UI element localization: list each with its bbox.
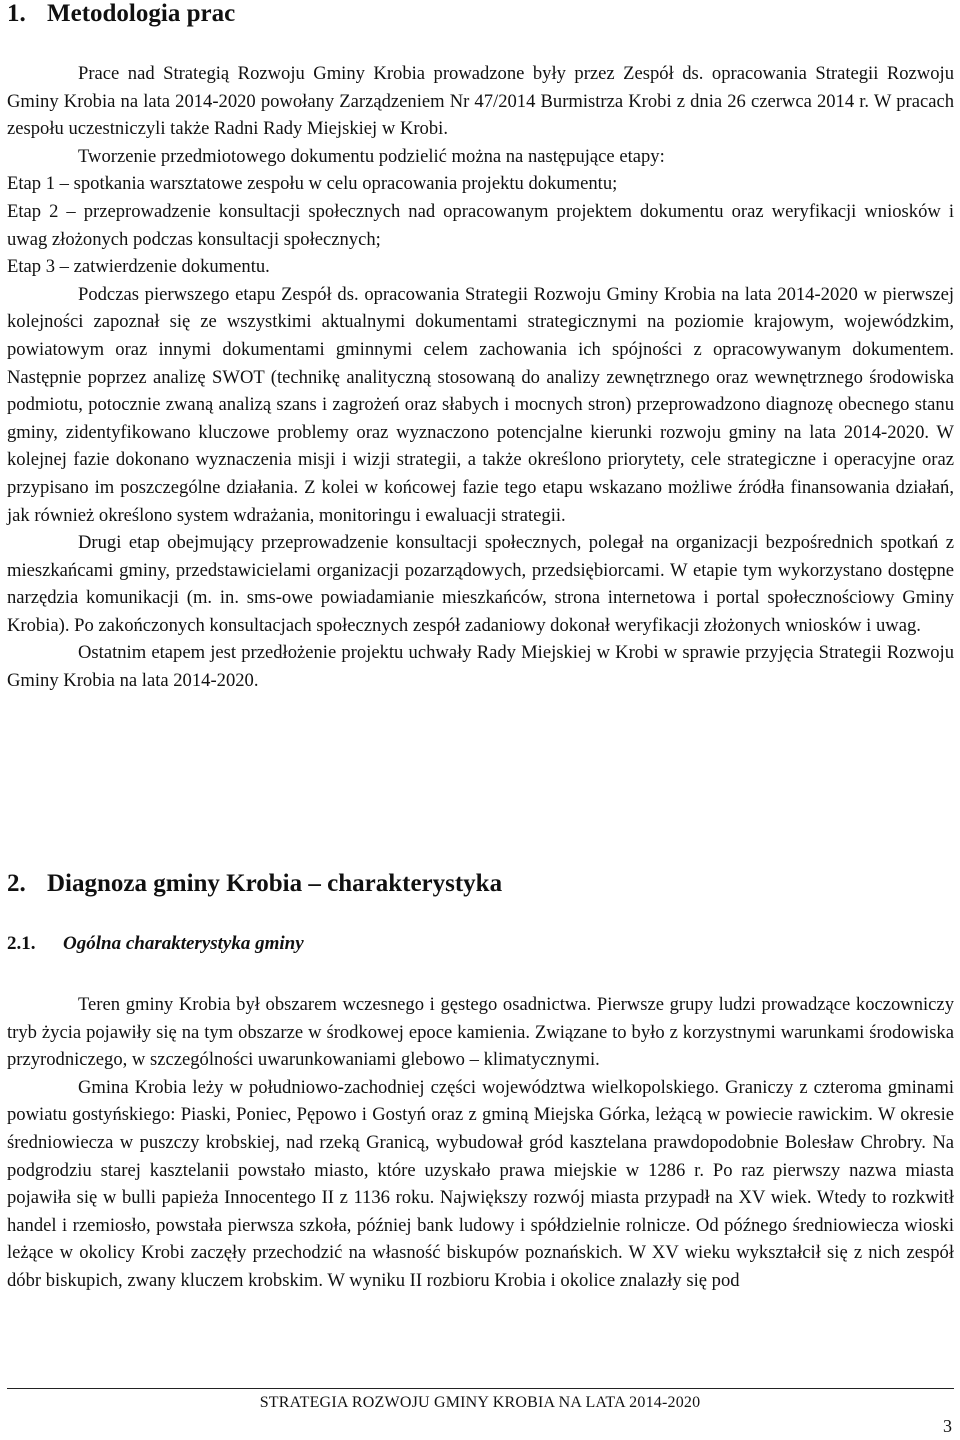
- section-1-heading: [7, 0, 235, 28]
- section-1-paragraph-3: Podczas pierwszego etapu Zespół ds. opracowania Strategii Rozwoju Gminy Krobia na lata 2014-2020 w pierwszej kolejności zapoznał się ze wszystkimi aktualnymi dokumentami strategicznymi na poziomie krajowym, wojewódzkim, powiatowym oraz innymi dokumentami gminnymi celem zachowania ich spójności z opracowywanym dokumentem. Następnie poprzez analizę SWOT (technikę analityczną stosowaną do analizy zewnętrznego oraz wewnętrznego środowiska podmiotu, potocznie zwaną analizą szans i zagrożeń oraz słabych i mocnych stron) przeprowadzono diagnozę obecnego stanu gminy, zidentyfikowano kluczowe problemy oraz wyznaczono potencjalne kierunki rozwoju gminy na lata 2014-2020. W kolejnej fazie dokonano wyznaczenia misji i wizji strategii, a także określono priorytety, cele strategiczne i operacyjne oraz przypisano im poszczególne działania. Z kolei w końcowej fazie tego etapu wskazano możliwe źródła finansowania działań, jak również określono system wdrażania, monitoringu i ewaluacji strategii.: [7, 283, 954, 526]
- section-1-body: [7, 60, 954, 695]
- section-2-1-title: Ogólna charakterystyka gminy: [63, 933, 304, 954]
- section-1-title: Metodologia prac: [47, 0, 236, 27]
- etap-1-item: Etap 1 – spotkania warsztatowe zespołu w celu opracowania projektu dokumentu;: [7, 173, 618, 195]
- etap-2-item: Etap 2 – przeprowadzenie konsultacji społecznych nad opracowanym projektem dokumentu oraz weryfikacji wniosków i uwag złożonych podczas konsultacji społecznych;: [7, 200, 954, 250]
- section-2-number: 2.: [7, 870, 26, 897]
- section-1-number: 1.: [7, 0, 26, 27]
- section-1-paragraph-2: Tworzenie przedmiotowego dokumentu podzielić można na następujące etapy:: [78, 145, 665, 167]
- footer-divider: [7, 1388, 954, 1389]
- page-number: 3: [943, 1416, 952, 1436]
- section-2-1-paragraph-1: Teren gminy Krobia był obszarem wczesnego i gęstego osadnictwa. Pierwsze grupy ludzi prowadzące koczowniczy tryb życia pojawiły się na tym obszarze w środkowej epoce kamienia. Związane to było z korzystnymi warunkami środowiska przyrodniczego, w szczególności uwarunkowaniami glebowo – klimatycznymi.: [7, 994, 954, 1071]
- section-1-paragraph-1: Prace nad Strategią Rozwoju Gminy Krobia prowadzone były przez Zespół ds. opracowania Strategii Rozwoju Gminy Krobia na lata 2014-2020 powołany Zarządzeniem Nr 47/2014 Burmistrza Krobi z dnia 26 czerwca 2014 r. W pracach zespołu uczestniczyli także Radni Rady Miejskiej w Krobi.: [7, 63, 954, 140]
- section-2-1-paragraph-2: Gmina Krobia leży w południowo-zachodniej części województwa wielkopolskiego. Graniczy z czteroma gminami powiatu gostyńskiego: Piaski, Poniec, Pępowo i Gostyń oraz z gminą Miejska Górka, leżącą w powiecie rawickim. W okresie średniowiecza w puszczy krobskiej, nad rzeką Granicą, wybudował gród kasztelana prawdopodobnie Bolesław Chrobry. Na podgrodziu starej kasztelanii powstało miasto, które uzyskało prawa miejskie w 1286 r. Po raz pierwszy nazwa miasta pojawiła się w bulli papieża Innocentego II z 1136 roku. Największy rozwój miasta przypadł na XV wiek. Wtedy to rozkwitł handel i rzemiosło, powstała pierwsza szkoła, później bank ludowy i spółdzielnie rolnicze. Od późnego średniowiecza wioski leżące w okolicy Krobi zaczęły przechodzić na własność biskupów poznańskich. W XV wieku wykształcił się z nich zespół dóbr biskupich, zwany kluczem krobskim. W wyniku II rozbioru Krobia i okolice znalazły się pod: [7, 1076, 954, 1291]
- footer-title: STRATEGIA ROZWOJU GMINY KROBIA NA LATA 2014-2020: [259, 1394, 701, 1411]
- section-2-1-body: [7, 991, 954, 1295]
- section-1-paragraph-5: Ostatnim etapem jest przedłożenie projektu uchwały Rady Miejskiej w Krobi w sprawie przyjęcia Strategii Rozwoju Gminy Krobia na lata 2014-2020.: [7, 642, 954, 692]
- section-2-1-heading: [7, 933, 304, 955]
- etap-3-item: Etap 3 – zatwierdzenie dokumentu.: [7, 256, 270, 278]
- section-2-title: Diagnoza gminy Krobia – charakterystyka: [47, 870, 503, 897]
- section-2-1-number: 2.1.: [7, 933, 36, 954]
- section-1-paragraph-4: Drugi etap obejmujący przeprowadzenie konsultacji społecznych, polegał na organizacji bezpośrednich spotkań z mieszkańcami gminy, przedstawicielami organizacji pozarządowych, przedsiębiorcami. W etapie tym wykorzystano dostępne narzędzia komunikacji (m. in. sms-owe powiadamianie mieszkańców, strona internetowa i portal społecznościowy Gminy Krobia). Po zakończonych konsultacjach społecznych zespół zadaniowy dokonał weryfikacji złożonych wniosków i uwag.: [7, 532, 954, 636]
- section-2-heading: [7, 870, 502, 898]
